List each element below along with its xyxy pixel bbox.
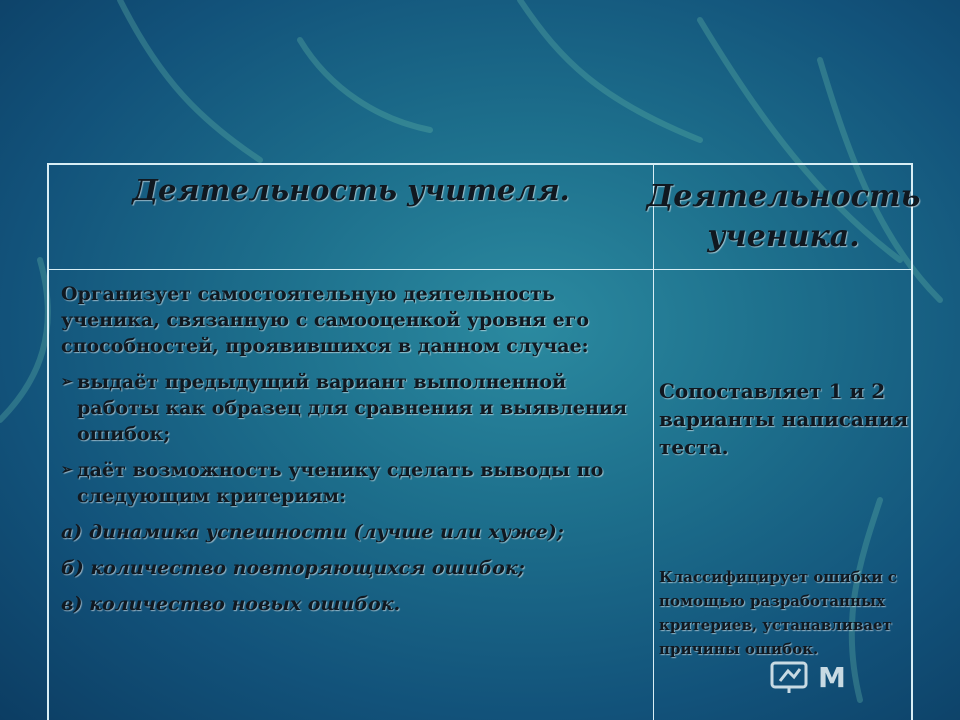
row-divider [49,269,911,270]
arrow-bullet-icon: ➢ [61,462,73,478]
watermark-text: M [818,660,846,694]
arrow-bullet-icon: ➢ [61,374,73,390]
teacher-bullet [61,457,641,509]
presentation-logo-icon [770,659,810,695]
student-activity-1: Сопоставляет 1 и 2 варианты написания теста. [659,379,909,459]
criterion-item: в) количество новых ошибок. [61,593,401,615]
header-teacher: Деятельность учителя. [132,173,570,207]
student-activity-2: Классифицирует ошибки с помощью разработанных критериев, устанавливает причины ошибок. [659,568,897,658]
teacher-bullet [61,369,641,447]
bullet-text: даёт возможность ученику сделать выводы по следующим критериям: [77,459,604,507]
teacher-intro: Организует самостоятельную деятельность ученика, связанную с самооценкой уровня его способностей, проявившихся в данном случае: [61,283,590,357]
bullet-text: выдаёт предыдущий вариант выполненной работы как образец для сравнения и выявления ошибок; [77,371,627,445]
watermark [770,657,940,697]
criterion-item: а) динамика успешности (лучше или хуже); [61,521,564,543]
activity-table [47,163,921,720]
header-student: Деятельность ученика. [646,179,921,254]
criterion-item: б) количество повторяющихся ошибок; [61,557,525,579]
teacher-activity-cell [61,281,641,627]
